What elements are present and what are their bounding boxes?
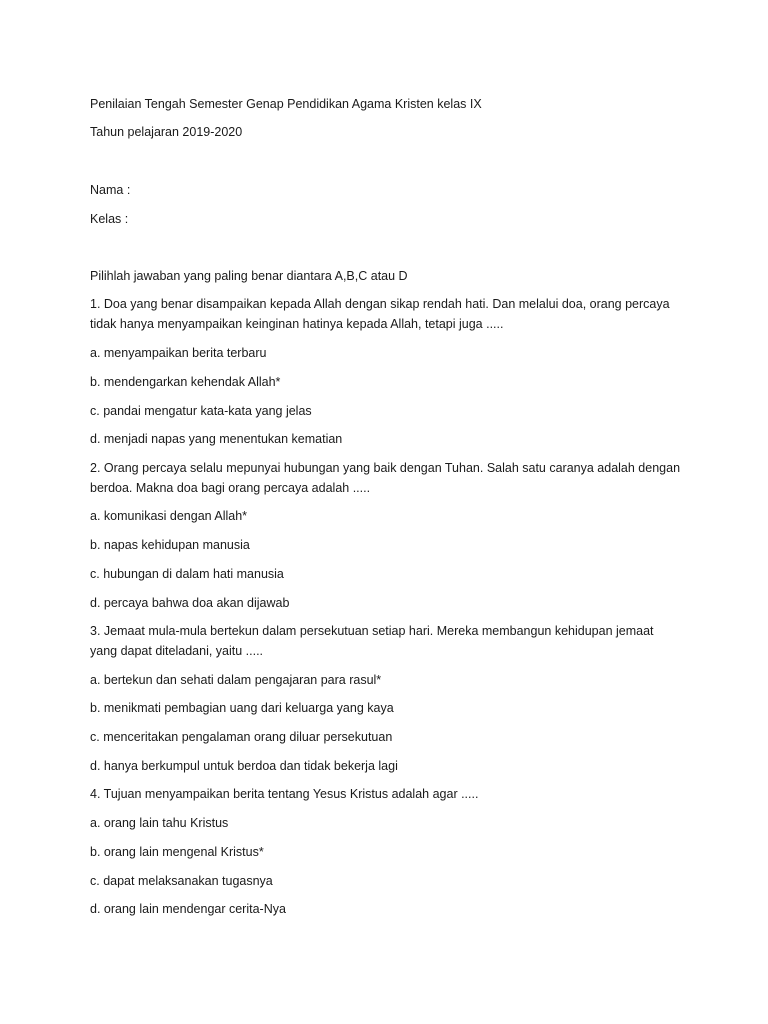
question-1-text-line1: 1. Doa yang benar disampaikan kepada Allah dengan sikap rendah hati. Dan melalui doa, orang percaya: [90, 297, 670, 311]
question-2-option-a: a. komunikasi dengan Allah*: [90, 509, 248, 523]
question-4-option-c: c. dapat melaksanakan tugasnya: [90, 874, 273, 888]
question-1-text-line2: tidak hanya menyampaikan keinginan hatinya kepada Allah, tetapi juga .....: [90, 317, 504, 331]
school-year: Tahun pelajaran 2019-2020: [90, 125, 243, 139]
class-label: Kelas :: [90, 212, 129, 226]
question-4-option-a: a. orang lain tahu Kristus: [90, 816, 229, 830]
document-title: Penilaian Tengah Semester Genap Pendidikan Agama Kristen kelas IX: [90, 97, 482, 111]
question-4-option-d: d. orang lain mendengar cerita-Nya: [90, 902, 286, 916]
question-1-option-a: a. menyampaikan berita terbaru: [90, 346, 267, 360]
question-2-text-line1: 2. Orang percaya selalu mepunyai hubungan yang baik dengan Tuhan. Salah satu caranya adalah dengan: [90, 461, 681, 475]
question-4-option-b: b. orang lain mengenal Kristus*: [90, 845, 264, 859]
question-2-option-d: d. percaya bahwa doa akan dijawab: [90, 596, 290, 610]
question-1-option-c: c. pandai mengatur kata-kata yang jelas: [90, 404, 312, 418]
question-3-text-line1: 3. Jemaat mula-mula bertekun dalam persekutuan setiap hari. Mereka membangun kehidupan jemaat: [90, 624, 654, 638]
question-3-option-b: b. menikmati pembagian uang dari keluarga yang kaya: [90, 701, 394, 715]
question-3-option-a: a. bertekun dan sehati dalam pengajaran para rasul*: [90, 673, 382, 687]
question-2-option-c: c. hubungan di dalam hati manusia: [90, 567, 284, 581]
instruction-text: Pilihlah jawaban yang paling benar diantara A,B,C atau D: [90, 269, 408, 283]
question-2-option-b: b. napas kehidupan manusia: [90, 538, 250, 552]
question-1-option-d: d. menjadi napas yang menentukan kematian: [90, 432, 343, 446]
question-3-text-line2: yang dapat diteladani, yaitu .....: [90, 644, 264, 658]
question-1-option-b: b. mendengarkan kehendak Allah*: [90, 375, 281, 389]
name-label: Nama :: [90, 183, 131, 197]
question-4-text: 4. Tujuan menyampaikan berita tentang Yesus Kristus adalah agar .....: [90, 787, 479, 801]
question-3-option-c: c. menceritakan pengalaman orang diluar persekutuan: [90, 730, 393, 744]
question-2-text-line2: berdoa. Makna doa bagi orang percaya adalah .....: [90, 481, 371, 495]
question-3-option-d: d. hanya berkumpul untuk berdoa dan tidak bekerja lagi: [90, 759, 398, 773]
